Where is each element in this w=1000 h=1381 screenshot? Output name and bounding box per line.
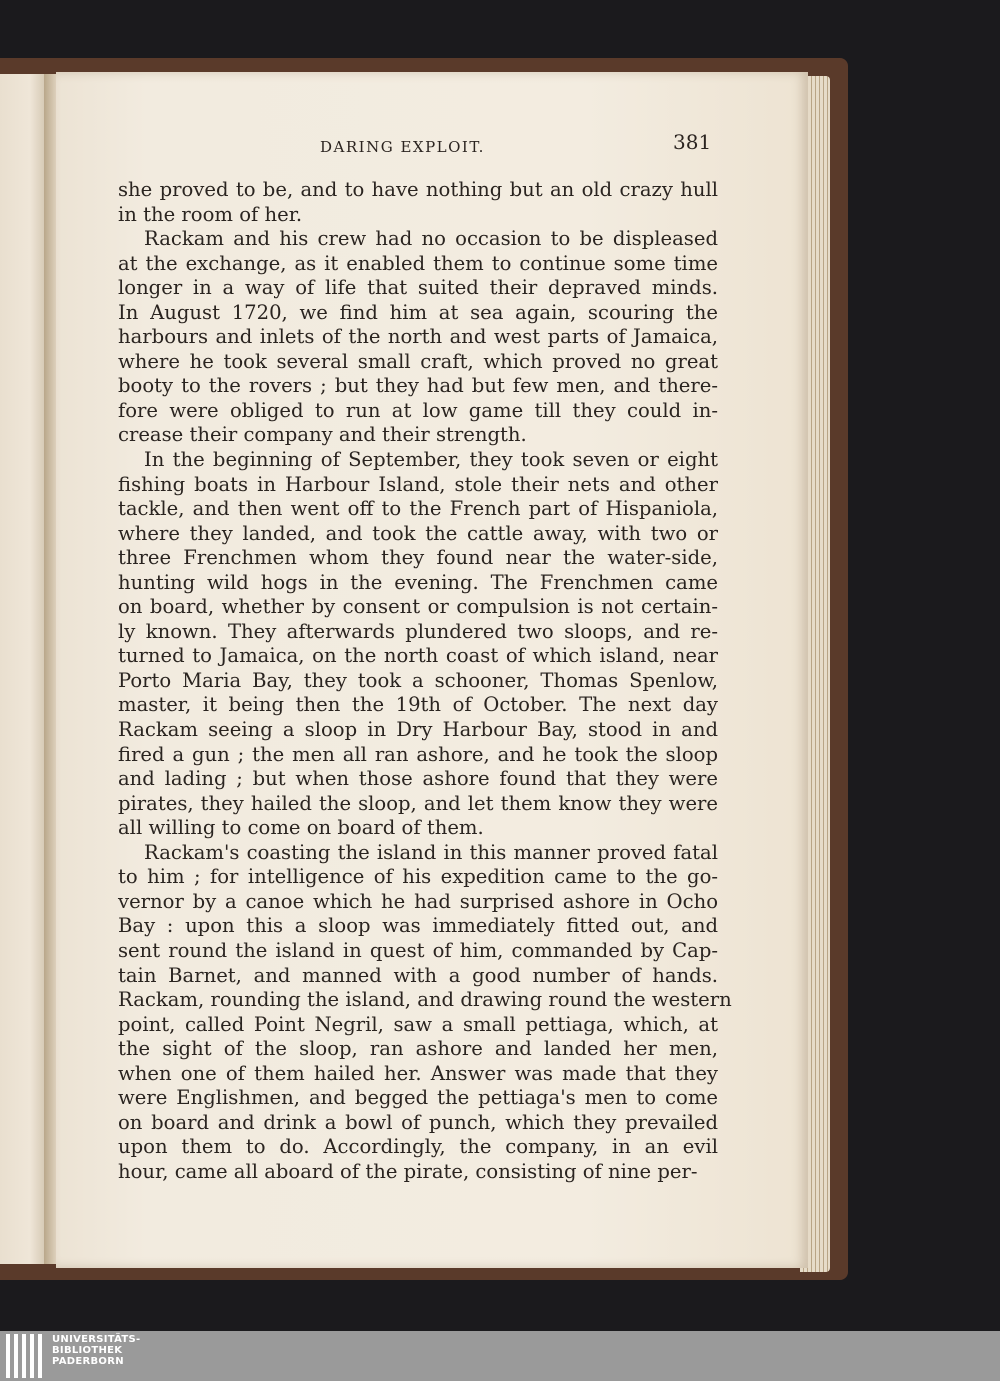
running-head: DARING EXPLOIT. xyxy=(320,138,485,156)
library-name-line: PADERBORN xyxy=(52,1356,124,1367)
text-line: master, it being then the 19th of October. The next day xyxy=(118,693,718,717)
text-line: Porto Maria Bay, they took a schooner, Thomas Spenlow, xyxy=(118,668,718,692)
text-line: the sight of the sloop, ran ashore and landed her men, xyxy=(118,1037,718,1061)
library-logo-icon xyxy=(6,1334,42,1378)
text-line: Rackam and his crew had no occasion to be displeased xyxy=(144,227,718,251)
library-name xyxy=(52,1334,141,1367)
text-line: In August 1720, we find him at sea again, scouring the xyxy=(118,300,718,324)
text-line: turned to Jamaica, on the north coast of which island, near xyxy=(118,644,718,668)
text-line: tackle, and then went off to the French part of Hispaniola, xyxy=(118,497,718,521)
text-line: sent round the island in quest of him, commanded by Cap- xyxy=(118,938,718,962)
text-line: three Frenchmen whom they found near the water-side, xyxy=(118,546,718,570)
text-line: at the exchange, as it enabled them to continue some time xyxy=(118,251,718,275)
text-line: where he took several small craft, which proved no great xyxy=(118,349,718,373)
text-line: longer in a way of life that suited their depraved minds. xyxy=(118,276,718,300)
text-line: booty to the rovers ; but they had but few men, and there- xyxy=(118,374,718,398)
text-line: upon them to do. Accordingly, the company, in an evil xyxy=(118,1135,718,1159)
text-line: In the beginning of September, they took seven or eight xyxy=(144,448,718,472)
text-line: pirates, they hailed the sloop, and let them know they were xyxy=(118,791,718,815)
text-line: vernor by a canoe which he had surprised ashore in Ocho xyxy=(118,889,718,913)
text-line: on board, whether by consent or compulsion is not certain- xyxy=(118,595,718,619)
text-line: hour, came all aboard of the pirate, consisting of nine per- xyxy=(118,1159,698,1183)
facing-page-edge xyxy=(0,74,50,1264)
text-line: Bay : upon this a sloop was immediately fitted out, and xyxy=(118,914,718,938)
text-line: ly known. They afterwards plundered two sloops, and re- xyxy=(118,619,718,643)
text-line: in the room of her. xyxy=(118,202,303,226)
text-line: crease their company and their strength. xyxy=(118,423,527,447)
text-line: Rackam seeing a sloop in Dry Harbour Bay, stood in and xyxy=(118,718,718,742)
text-line: tain Barnet, and manned with a good number of hands. xyxy=(118,963,718,987)
text-line: on board and drink a bowl of punch, which they prevailed xyxy=(118,1110,718,1134)
text-line: all willing to come on board of them. xyxy=(118,816,484,840)
text-line: Rackam's coasting the island in this manner proved fatal xyxy=(144,840,718,864)
text-line: Rackam, rounding the island, and drawing round the western xyxy=(118,988,732,1012)
text-line: when one of them hailed her. Answer was made that they xyxy=(118,1061,718,1085)
footer-bar xyxy=(0,1331,1000,1381)
text-line: hunting wild hogs in the evening. The Frenchmen came xyxy=(118,570,718,594)
text-line: to him ; for intelligence of his expedition came to the go- xyxy=(118,865,718,889)
text-line: point, called Point Negril, saw a small pettiaga, which, at xyxy=(118,1012,718,1036)
text-line: she proved to be, and to have nothing but an old crazy hull xyxy=(118,178,718,201)
library-name-line: BIBLIOTHEK xyxy=(52,1345,123,1356)
text-line: and lading ; but when those ashore found that they were xyxy=(118,767,718,791)
text-line: where they landed, and took the cattle away, with two or xyxy=(118,521,718,545)
body-text xyxy=(118,178,732,1184)
text-line: were Englishmen, and begged the pettiaga's men to come xyxy=(118,1086,718,1110)
page-number: 381 xyxy=(673,130,712,154)
text-line: harbours and inlets of the north and west parts of Jamaica, xyxy=(118,325,718,349)
library-name-line: UNIVERSITÄTS- xyxy=(52,1334,141,1345)
text-line: fired a gun ; the men all ran ashore, and he took the sloop xyxy=(118,742,718,766)
text-line: fore were obliged to run at low game till they could in- xyxy=(118,398,718,422)
text-line: fishing boats in Harbour Island, stole their nets and other xyxy=(118,472,718,496)
